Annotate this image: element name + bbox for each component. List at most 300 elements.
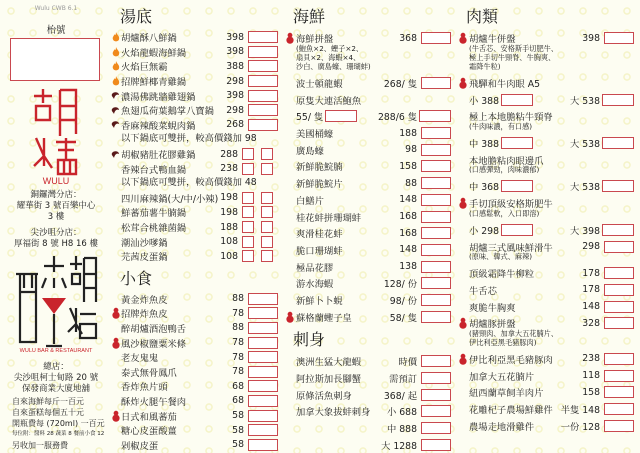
item-name: 香炸魚片頭	[121, 382, 168, 394]
order-quantity-box[interactable]	[248, 337, 278, 349]
menu-item	[456, 75, 636, 92]
order-box-combo[interactable]	[261, 206, 273, 218]
order-quantity-box[interactable]	[604, 301, 634, 313]
item-name: 伊比利亞黑毛豬豚肉	[469, 354, 553, 366]
order-quantity-box[interactable]	[501, 94, 533, 106]
order-box-single[interactable]	[242, 148, 254, 160]
section-title: 肉類	[466, 7, 499, 26]
order-box-combo[interactable]	[261, 148, 273, 160]
item-name: 胡爐酥八鮮鍋	[121, 33, 177, 45]
order-quantity-box[interactable]	[604, 284, 634, 296]
order-quantity-box[interactable]	[421, 277, 451, 289]
item-price: 78	[232, 307, 244, 319]
order-quantity-box[interactable]	[421, 227, 451, 239]
order-quantity-box[interactable]	[248, 307, 278, 319]
section-title: 海鮮	[293, 7, 326, 26]
wulu-logo	[30, 86, 82, 186]
menu-item	[110, 234, 280, 249]
order-quantity-box[interactable]	[602, 137, 634, 149]
menu-item	[283, 125, 453, 142]
menu-item	[110, 30, 280, 45]
order-quantity-box[interactable]	[421, 422, 451, 434]
order-box-single[interactable]	[242, 163, 254, 175]
item-price: 238	[582, 353, 600, 365]
size-price: 中 368	[469, 182, 499, 194]
gourd-icon	[456, 353, 469, 365]
size-options-row	[456, 91, 636, 108]
order-quantity-box[interactable]	[421, 127, 451, 139]
hq-building: 保發商業大廈地舖	[21, 384, 90, 394]
menu-item	[110, 408, 280, 423]
size-price: 大 398	[570, 225, 600, 237]
menu-item	[456, 351, 636, 368]
order-box-single[interactable]	[242, 221, 254, 233]
item-price: 148	[399, 194, 417, 206]
item-price: 88	[405, 177, 417, 189]
size-price: 中 388	[469, 139, 499, 151]
order-quantity-box[interactable]	[248, 31, 278, 43]
menu-item	[456, 282, 636, 299]
order-quantity-box[interactable]	[604, 386, 634, 398]
item-name: 原條活魚刺身	[296, 390, 352, 402]
order-quantity-box[interactable]	[248, 322, 278, 334]
item-price: 68	[232, 395, 244, 407]
size-option	[553, 223, 637, 237]
item-price: 一份 128	[560, 421, 600, 433]
item-name: 廣島蠔	[296, 145, 324, 157]
item-name: 爽滑桂花蚌	[296, 229, 343, 241]
item-price: 98	[405, 144, 417, 156]
order-quantity-box[interactable]	[248, 380, 278, 392]
menu-item	[110, 118, 280, 133]
order-box-combo[interactable]	[261, 163, 273, 175]
item-price: 168	[399, 227, 417, 239]
menu-item	[110, 292, 280, 307]
menu-item	[456, 401, 636, 418]
item-name: 阿拉斯加長腳蟹	[296, 374, 362, 386]
item-name: 加拿大五花腩片	[469, 371, 535, 383]
size-option	[469, 136, 553, 150]
menu-item	[110, 220, 280, 235]
item-name: 花雕杞子農場鮮雞件	[469, 405, 553, 417]
item-name: 新鮮脆鯇片	[296, 179, 343, 191]
item-name: 招牌鮮椰青雞鍋	[121, 77, 187, 89]
item-price: 398	[582, 32, 600, 44]
item-price: 98/ 份	[389, 295, 417, 307]
item-name: 極品花膠	[296, 262, 334, 274]
description-line: (原味、韓式、麻辣)	[469, 251, 533, 261]
menu-item	[283, 308, 453, 325]
flame-icon	[110, 76, 121, 86]
item-price: 298	[226, 75, 244, 87]
order-quantity-box[interactable]	[248, 119, 278, 131]
menu-item	[110, 74, 280, 89]
menu-item	[283, 370, 453, 387]
menu-column-meat	[456, 6, 636, 434]
menu-item	[456, 384, 636, 401]
svg-text:WULU: WULU	[42, 176, 70, 186]
menu-item	[456, 367, 636, 384]
item-name: 紐西蘭草飼羊肉片	[469, 388, 544, 400]
order-quantity-box[interactable]	[421, 439, 451, 451]
order-quantity-box[interactable]	[421, 311, 451, 323]
item-name: 招牌炸魚皮	[121, 309, 168, 321]
item-description	[456, 329, 636, 347]
size-option	[553, 136, 637, 150]
item-price: 368/ 起	[383, 390, 417, 402]
order-quantity-box[interactable]	[421, 194, 451, 206]
item-price: 328	[582, 317, 600, 329]
item-name: 蘇格蘭蟶子皇	[296, 312, 352, 324]
order-quantity-box[interactable]	[421, 144, 451, 156]
note-per-person: 每位附：醬料 28 蔬菜 8 餐前小食 12	[12, 431, 105, 437]
pepper-icon	[110, 106, 121, 115]
description-line: 霜降牛粒)	[469, 61, 501, 71]
branch-cwb	[0, 190, 112, 223]
item-name: 風沙椒鹽粟米條	[121, 338, 187, 350]
order-quantity-box[interactable]	[248, 366, 278, 378]
menu-item	[456, 417, 636, 434]
menu-item	[110, 88, 280, 103]
size-price: 大 538	[570, 95, 600, 107]
menu-item	[110, 103, 280, 118]
item-price: 238	[220, 163, 238, 175]
order-quantity-box[interactable]	[248, 104, 278, 116]
item-price: 108	[220, 236, 238, 248]
size-price: 288/6 隻	[377, 112, 417, 124]
section-title: 湯底	[120, 7, 153, 26]
menu-column-soup-snacks	[110, 6, 280, 452]
gourd-icon	[110, 307, 121, 319]
order-quantity-box[interactable]	[248, 293, 278, 305]
menu-item	[110, 350, 280, 365]
order-box-single[interactable]	[242, 250, 254, 262]
order-quantity-box[interactable]	[421, 261, 451, 273]
item-price: 中 888	[387, 424, 417, 436]
order-quantity-box[interactable]	[602, 224, 634, 236]
item-name: 火焰龍蝦海鮮鍋	[121, 47, 187, 59]
note-service-charge: 另收加一服務費	[12, 441, 68, 450]
item-name: 鮮蕃茄薯牛腩鍋	[121, 208, 187, 220]
item-name: 胡爐牛併盤	[469, 34, 516, 46]
description-line: 沙白、廣島蠔、珊瑚蚌)	[296, 61, 371, 71]
menu-item	[283, 275, 453, 292]
order-quantity-box[interactable]	[248, 60, 278, 72]
order-quantity-box[interactable]	[248, 410, 278, 422]
description-line: (豬頸肉、加拿大五花腩片、	[469, 328, 559, 338]
item-name: 糖心皮蛋酸薑	[121, 426, 177, 438]
branch-title: 尖沙咀分店：	[30, 228, 82, 238]
item-price: 198	[220, 192, 238, 204]
size-price: 大 538	[570, 182, 600, 194]
item-name: 醉胡爐酒泡鴨舌	[121, 323, 187, 335]
item-price: 半隻 148	[560, 405, 600, 417]
size-options-row	[456, 222, 636, 239]
order-quantity-box[interactable]	[501, 180, 533, 192]
item-name: 游水海蝦	[296, 279, 334, 291]
section-note: 以下鍋底可雙拼，較高價錢加 98	[121, 133, 257, 145]
order-quantity-box[interactable]	[248, 90, 278, 102]
version-label: Wulu CWB 6.1	[34, 5, 78, 12]
item-price: 58	[232, 424, 244, 436]
item-name: 火焰巨無霸	[121, 62, 168, 74]
item-price: 388	[226, 60, 244, 72]
menu-item	[283, 75, 453, 92]
item-name: 波士頓龍蝦	[296, 79, 343, 91]
menu-item	[456, 298, 636, 315]
order-box-combo[interactable]	[261, 250, 273, 262]
size-option	[469, 179, 553, 193]
item-name: 剁椒皮蛋	[121, 440, 159, 452]
branch-address: 厚福街 8 號 H8 16 樓	[13, 239, 99, 249]
menu-item	[110, 437, 280, 452]
item-price: 398	[226, 31, 244, 43]
menu-item	[283, 420, 453, 437]
order-box-combo[interactable]	[261, 236, 273, 248]
menu-item	[110, 423, 280, 438]
order-quantity-box[interactable]	[501, 224, 533, 236]
item-price: 398	[226, 46, 244, 58]
item-price: 68	[232, 380, 244, 392]
item-name: 酥炸火腿午餐肉	[121, 396, 187, 408]
order-box-single[interactable]	[242, 192, 254, 204]
order-quantity-box[interactable]	[604, 403, 634, 415]
item-price: 298	[226, 104, 244, 116]
item-name: 四川麻辣鍋(大/中/小辣)	[121, 193, 219, 205]
item-price: 368	[399, 32, 417, 44]
order-quantity-box[interactable]	[248, 46, 278, 58]
gourd-icon	[110, 410, 121, 422]
item-name: 濃湯佛跳牆雞翅鍋	[121, 91, 196, 103]
item-price: 128/ 份	[383, 279, 417, 291]
menu-item	[110, 205, 280, 220]
item-name: 脆口珊瑚蚌	[296, 245, 343, 257]
menu-item	[110, 321, 280, 336]
menu-item	[283, 242, 453, 259]
item-name: 美國桶蠔	[296, 129, 334, 141]
item-name: 飛驒和牛肉眼 A5	[469, 79, 541, 91]
order-quantity-box[interactable]	[602, 94, 634, 106]
order-quantity-box[interactable]	[419, 110, 451, 122]
description-line: (口感鬆軟，入口即溶)	[469, 208, 540, 218]
gourd-icon	[283, 311, 296, 323]
item-name: 加拿大象拔蚌刺身	[296, 407, 371, 419]
menu-item	[283, 436, 453, 453]
item-price: 178	[582, 284, 600, 296]
size-option	[375, 109, 454, 123]
order-quantity-box[interactable]	[248, 439, 278, 451]
order-quantity-box[interactable]	[248, 424, 278, 436]
order-quantity-box[interactable]	[248, 351, 278, 363]
item-price: 118	[582, 370, 600, 382]
order-quantity-box[interactable]	[421, 160, 451, 172]
gourd-icon	[456, 197, 469, 209]
gourd-icon	[456, 317, 469, 329]
note-seafood: 自來海鮮每斤一百元	[12, 397, 84, 406]
order-quantity-box[interactable]	[248, 75, 278, 87]
item-price: 58	[232, 410, 244, 422]
order-quantity-box[interactable]	[421, 244, 451, 256]
size-option	[469, 223, 553, 237]
gourd-icon	[456, 32, 469, 44]
item-name: 香麻辣酸菜蜆肉鍋	[121, 120, 196, 132]
menu-item	[110, 306, 280, 321]
item-price: 158	[582, 386, 600, 398]
table-number-label: 枱號	[46, 25, 66, 36]
pepper-icon	[110, 91, 121, 100]
branch-floor: 3 樓	[47, 212, 65, 222]
menu-item	[110, 191, 280, 206]
item-price: 小 688	[387, 407, 417, 419]
item-price: 108	[220, 250, 238, 262]
item-description	[456, 44, 636, 71]
order-quantity-box[interactable]	[421, 294, 451, 306]
description-line: 伊比利亞黑毛豬豚肉)	[469, 337, 537, 347]
gourd-icon	[110, 337, 121, 349]
item-name: 本地膽粘肉眼邊爪	[469, 155, 544, 167]
menu-item	[283, 192, 453, 209]
item-price: 198	[220, 206, 238, 218]
item-name: 新鮮卜卜蜆	[296, 295, 343, 307]
headquarters	[0, 362, 112, 395]
item-name: 手切頂級安格斯肥牛	[469, 199, 553, 211]
menu-item	[283, 258, 453, 275]
order-quantity-box[interactable]	[421, 211, 451, 223]
item-name: 潮汕沙嗲鍋	[121, 237, 168, 249]
menu-item	[110, 59, 280, 74]
item-price: 188	[220, 221, 238, 233]
item-name: 桂花蚌拼珊瑚蚌	[296, 212, 362, 224]
order-box-combo[interactable]	[261, 221, 273, 233]
item-price: 88	[232, 293, 244, 305]
item-price: 168	[399, 211, 417, 223]
menu-item	[283, 158, 453, 175]
menu-item	[110, 45, 280, 60]
item-price: 268/ 隻	[383, 79, 417, 91]
description-line: (口感彈勁，肉味濃郁)	[469, 165, 540, 175]
order-quantity-box[interactable]	[602, 180, 634, 192]
flame-icon	[110, 61, 121, 71]
item-price: 88	[232, 322, 244, 334]
menu-item	[110, 249, 280, 264]
section-title: 小食	[120, 268, 153, 288]
item-price: 大 1288	[381, 440, 417, 452]
hq-address: 尖沙咀柯士甸路 20 號	[13, 373, 99, 383]
item-name: 爽脆牛胸爽	[469, 302, 516, 314]
order-quantity-box[interactable]	[421, 405, 451, 417]
order-quantity-box[interactable]	[421, 389, 451, 401]
svg-text:WULU BAR & RESTAURANT: WULU BAR & RESTAURANT	[19, 348, 93, 354]
wulu-bar-logo	[14, 252, 98, 354]
menu-item	[110, 394, 280, 409]
order-quantity-box[interactable]	[325, 110, 357, 122]
hq-title: 總店：	[43, 362, 69, 372]
item-name: 原隻大連活鮑魚	[296, 95, 362, 107]
size-option	[296, 109, 375, 123]
menu-item	[283, 386, 453, 403]
item-name: 泰式無骨鳳爪	[121, 367, 177, 379]
order-quantity-box[interactable]	[604, 32, 634, 44]
gourd-icon	[283, 32, 296, 44]
item-name: 胡爐三式風味鮮滑牛	[469, 242, 553, 254]
order-box-single[interactable]	[242, 206, 254, 218]
order-quantity-box[interactable]	[421, 77, 451, 89]
menu-item	[110, 364, 280, 379]
gourd-icon	[456, 77, 469, 89]
order-quantity-box[interactable]	[604, 370, 634, 382]
table-number-field[interactable]	[10, 38, 100, 81]
note-corkage: 開瓶費每 (720ml) 一百元	[12, 419, 105, 428]
item-name: 魚翅瓜荷葉鵝掌八寶鍋	[121, 106, 214, 118]
menu-item	[110, 147, 280, 162]
menu-item	[283, 175, 453, 192]
item-price: 188	[399, 127, 417, 139]
note-cake: 自來蛋糕每個五十元	[12, 408, 84, 417]
menu-item	[283, 353, 453, 370]
pepper-icon	[110, 150, 121, 159]
order-quantity-box[interactable]	[604, 317, 634, 329]
menu-item	[283, 141, 453, 158]
pepper-icon	[110, 120, 121, 129]
order-quantity-box[interactable]	[421, 32, 451, 44]
menu-item	[110, 379, 280, 394]
size-price: 55/ 隻	[296, 112, 324, 124]
item-name: 香辣台式鴨血鍋	[121, 164, 187, 176]
menu-item	[283, 292, 453, 309]
order-quantity-box[interactable]	[421, 177, 451, 189]
item-name: 海鮮拼盤	[296, 34, 334, 46]
description-line: (牛肉味濃，有口感)	[469, 121, 533, 131]
menu-item	[283, 403, 453, 420]
order-quantity-box[interactable]	[604, 420, 634, 432]
section-title: 刺身	[293, 330, 326, 349]
order-quantity-box[interactable]	[501, 137, 533, 149]
item-name: 澳洲生猛大龍蝦	[296, 357, 362, 369]
item-price: 268	[226, 119, 244, 131]
order-quantity-box[interactable]	[248, 395, 278, 407]
flame-icon	[110, 47, 121, 57]
menu-item	[283, 225, 453, 242]
description-line: (鮑魚×2、蟶子×2、	[296, 43, 364, 53]
menu-item	[110, 161, 280, 176]
order-quantity-box[interactable]	[604, 241, 634, 253]
item-name: 白鱔片	[296, 195, 324, 207]
size-option	[469, 93, 553, 107]
menu-item	[283, 208, 453, 225]
item-price: 398	[226, 90, 244, 102]
menu-item	[456, 265, 636, 282]
item-name: 老友鬼鬼	[121, 353, 159, 365]
item-price: 178	[582, 267, 600, 279]
item-name: 極上本地膽粘牛頸脊	[469, 112, 553, 124]
item-price: 78	[232, 351, 244, 363]
order-quantity-box[interactable]	[604, 353, 634, 365]
description-line: 極上手切牛頸脊、牛胸爽、	[469, 52, 556, 62]
branch-title: 銅鑼灣分店：	[30, 190, 82, 200]
order-box-single[interactable]	[242, 236, 254, 248]
item-price: 148	[582, 301, 600, 313]
order-quantity-box[interactable]	[421, 355, 451, 367]
branch-tst	[0, 228, 112, 250]
item-name: 胡椒豬肚花膠雞鍋	[121, 150, 196, 162]
order-quantity-box[interactable]	[421, 372, 451, 384]
item-name: 牛舌芯	[469, 285, 497, 297]
item-price: 需預訂	[389, 374, 417, 386]
order-box-combo[interactable]	[261, 192, 273, 204]
size-price: 小 388	[469, 95, 499, 107]
order-quantity-box[interactable]	[604, 267, 634, 279]
size-option	[553, 179, 637, 193]
